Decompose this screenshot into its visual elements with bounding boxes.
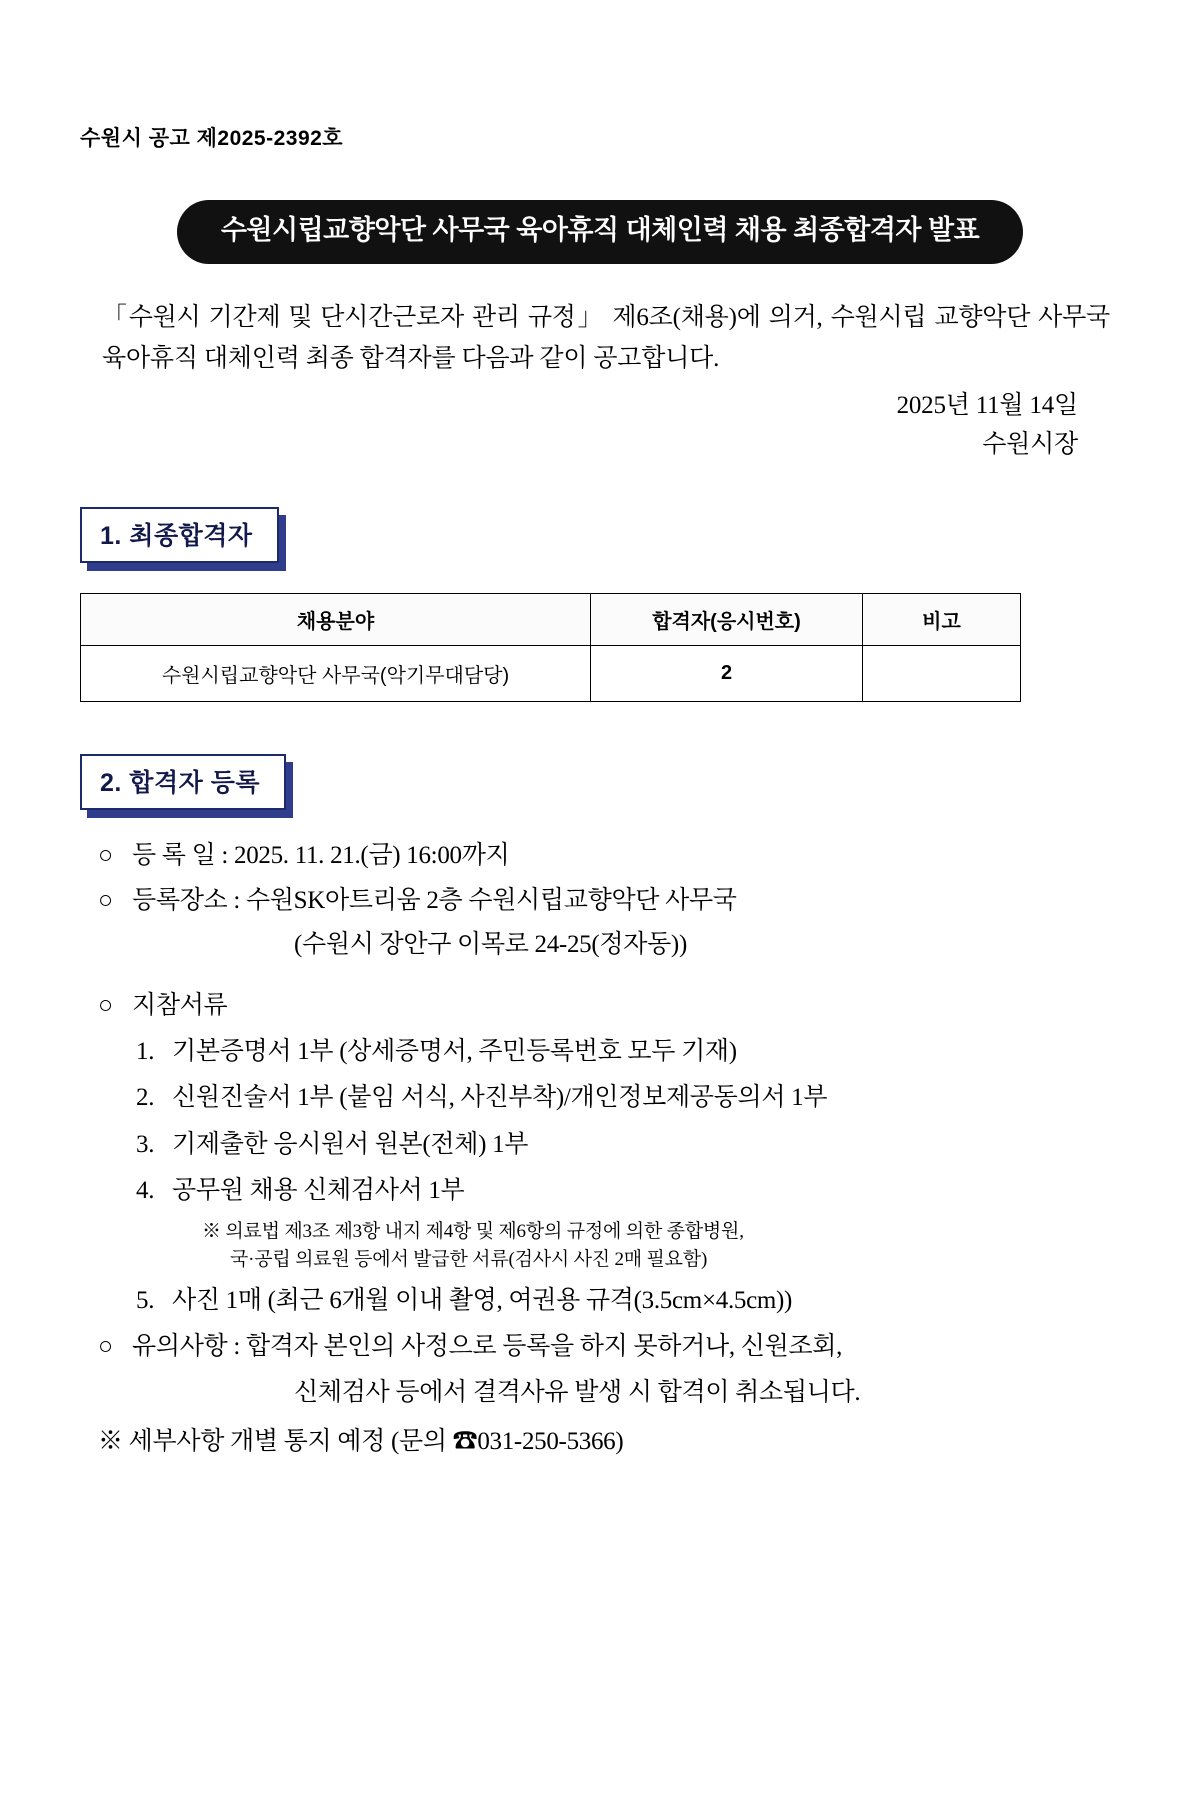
document-item-3: 기제출한 응시원서 원본(전체) 1부 (172, 1130, 529, 1158)
col-header-field: 채용분야 (81, 593, 591, 645)
list-number: 4. (136, 1177, 155, 1205)
list-number: 5. (136, 1286, 155, 1314)
intro-line-2: 교향악단 사무국 육아휴직 대체인력 최종 합격자를 다음과 같이 공고합니다. (102, 304, 1111, 372)
list-item (136, 1171, 1120, 1211)
final-result-table (80, 593, 1021, 702)
document-item-5: 사진 1매 (최근 6개월 이내 촬영, 여권용 규격(3.5cm×4.5cm)) (172, 1286, 793, 1314)
registration-date: 등 록 일 : 2025. 11. 21.(금) 16:00까지 (132, 841, 510, 869)
section-heading-1-label: 1. 최종합격자 (80, 507, 279, 563)
document-item-4-note (136, 1218, 1120, 1275)
caution-line-2: 신체검사 등에서 결격사유 발생 시 합격이 취소됩니다. (294, 1378, 861, 1406)
title-banner (80, 200, 1120, 264)
intro-paragraph (80, 298, 1120, 379)
cell-passer: 2 (591, 645, 863, 701)
signer: 수원시장 (982, 431, 1078, 459)
col-header-passer: 합격자(응시번호) (591, 593, 863, 645)
cell-field: 수원시립교향악단 사무국(악기무대담당) (81, 645, 591, 701)
list-item (98, 836, 1120, 876)
list-item (98, 1327, 1120, 1367)
list-item (136, 1125, 1120, 1165)
list-item (136, 1281, 1120, 1321)
document-item-2: 신원진술서 1부 (붙임 서식, 사진부착)/개인정보제공동의서 1부 (172, 1084, 828, 1112)
required-documents-label: 지참서류 (132, 992, 228, 1020)
note-line-2: 국·공립 의료원 등에서 발급한 서류(검사시 사진 2매 필요함) (230, 1249, 708, 1271)
table-row (81, 645, 1021, 701)
document-item-4: 공무원 채용 신체검사서 1부 (172, 1177, 465, 1205)
section-heading-2-label: 2. 합격자 등록 (80, 754, 286, 810)
list-item (136, 1078, 1120, 1118)
bullet-circle-icon: ○ (98, 841, 113, 869)
list-item (98, 986, 1120, 1026)
registration-details (80, 836, 1120, 1462)
announcement-date: 2025년 11월 14일 (896, 392, 1078, 420)
required-documents-list (98, 1032, 1120, 1321)
caution-line-1: 유의사항 : 합격자 본인의 사정으로 등록을 하지 못하거나, 신원조회, (132, 1333, 843, 1361)
registration-address: (수원시 장안구 이목로 24-25(정자동)) (294, 930, 687, 958)
registration-place: 등록장소 : 수원SK아트리움 2층 수원시립교향악단 사무국 (132, 887, 737, 915)
list-number: 3. (136, 1130, 155, 1158)
page-title: 수원시립교향악단 사무국 육아휴직 대체인력 채용 최종합격자 발표 (177, 200, 1023, 264)
bullet-circle-icon: ○ (98, 1333, 113, 1361)
table-header-row (81, 593, 1021, 645)
list-number: 2. (136, 1084, 155, 1112)
bullet-circle-icon: ○ (98, 887, 113, 915)
list-item (136, 1032, 1120, 1072)
list-item (98, 881, 1120, 921)
bullet-circle-icon: ○ (98, 992, 113, 1020)
document-item-1: 기본증명서 1부 (상세증명서, 주민등록번호 모두 기재) (172, 1037, 737, 1065)
section-heading-1 (80, 507, 279, 563)
intro-line-1: 「수원시 기간제 및 단시간근로자 관리 규정」 제6조(채용)에 의거, 수원시립 (102, 304, 927, 332)
list-number: 1. (136, 1037, 155, 1065)
col-header-remark: 비고 (863, 593, 1021, 645)
section-heading-2 (80, 754, 286, 810)
cell-remark (863, 645, 1021, 701)
contact-footnote: ※ 세부사항 개별 통지 예정 (문의 ☎031-250-5366) (98, 1428, 624, 1456)
note-line-1: ※ 의료법 제3조 제3항 내지 제4항 및 제6항의 규정에 의한 종합병원, (202, 1220, 744, 1242)
doc-number: 수원시 공고 제2025-2392호 (80, 127, 344, 150)
document-page (0, 122, 1200, 1818)
